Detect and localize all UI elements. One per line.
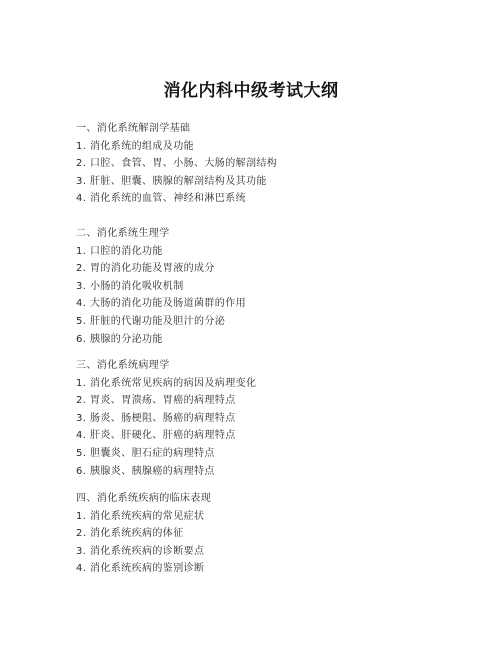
item-number: 4.: [76, 193, 87, 205]
section-pathology: [76, 357, 456, 480]
item-text: 胃的消化功能及胃液的成分: [90, 263, 215, 275]
item-text: 消化系统的血管、神经和淋巴系统: [90, 193, 246, 205]
item-text: 肝脏的代谢功能及胆汁的分泌: [90, 315, 226, 327]
item-text: 胰腺的分泌功能: [90, 333, 163, 345]
item-text: 小肠的消化吸收机制: [90, 280, 184, 292]
item-number: 3.: [76, 545, 87, 557]
item-text: 肝炎、肝硬化、肝癌的病理特点: [90, 430, 236, 442]
list-item: [76, 260, 456, 278]
item-text: 胆囊炎、胆石症的病理特点: [90, 447, 215, 459]
item-text: 消化系统疾病的常见症状: [90, 510, 205, 522]
list-item: [76, 331, 456, 349]
item-text: 消化系统疾病的鉴别诊断: [90, 563, 205, 575]
section-heading: 三、消化系统病理学: [76, 360, 170, 371]
item-number: 1.: [76, 140, 87, 152]
list-item: [76, 173, 456, 191]
item-number: 4.: [76, 298, 87, 310]
section-clinical: [76, 490, 456, 578]
item-text: 口腔、食管、胃、小肠、大肠的解剖结构: [90, 158, 278, 170]
list-item: [76, 543, 456, 561]
item-number: 5.: [76, 447, 87, 459]
item-text: 肠炎、肠梗阻、肠癌的病理特点: [90, 412, 236, 424]
list-item: [76, 375, 456, 393]
item-text: 口腔的消化功能: [90, 245, 163, 257]
list-item: [76, 560, 456, 578]
list-item: [76, 410, 456, 428]
section-heading: 一、消化系统解剖学基础: [76, 123, 191, 134]
list-item: [76, 190, 456, 208]
list-item: [76, 525, 456, 543]
item-number: 3.: [76, 280, 87, 292]
item-number: 1.: [76, 245, 87, 257]
document-title: 消化内科中级考试大纲: [163, 81, 339, 101]
item-number: 2.: [76, 158, 87, 170]
item-text: 胃炎、胃溃疡、胃癌的病理特点: [90, 395, 236, 407]
section-anatomy: [76, 120, 456, 208]
item-number: 2.: [76, 528, 87, 540]
list-item: [76, 138, 456, 156]
item-text: 胰腺炎、胰腺癌的病理特点: [90, 465, 215, 477]
list-item: [76, 243, 456, 261]
item-text: 肝脏、胆囊、胰腺的解剖结构及其功能: [90, 175, 267, 187]
item-number: 4.: [76, 563, 87, 575]
item-number: 2.: [76, 395, 87, 407]
list-item: [76, 508, 456, 526]
item-text: 大肠的消化功能及肠道菌群的作用: [90, 298, 246, 310]
item-number: 5.: [76, 315, 87, 327]
section-physiology: [76, 225, 456, 348]
list-item: [76, 427, 456, 445]
list-item: [76, 155, 456, 173]
item-number: 4.: [76, 430, 87, 442]
list-item: [76, 295, 456, 313]
item-number: 6.: [76, 465, 87, 477]
item-text: 消化系统疾病的体征: [90, 528, 184, 540]
list-item: [76, 392, 456, 410]
item-number: 3.: [76, 412, 87, 424]
list-item: [76, 278, 456, 296]
item-text: 消化系统常见疾病的病因及病理变化: [90, 377, 257, 389]
list-item: [76, 445, 456, 463]
item-number: 2.: [76, 263, 87, 275]
item-number: 6.: [76, 333, 87, 345]
item-number: 1.: [76, 510, 87, 522]
item-number: 3.: [76, 175, 87, 187]
list-item: [76, 463, 456, 481]
item-text: 消化系统疾病的诊断要点: [90, 545, 205, 557]
list-item: [76, 313, 456, 331]
item-text: 消化系统的组成及功能: [90, 140, 194, 152]
section-heading: 四、消化系统疾病的临床表现: [76, 493, 212, 504]
section-heading: 二、消化系统生理学: [76, 228, 170, 239]
item-number: 1.: [76, 377, 87, 389]
